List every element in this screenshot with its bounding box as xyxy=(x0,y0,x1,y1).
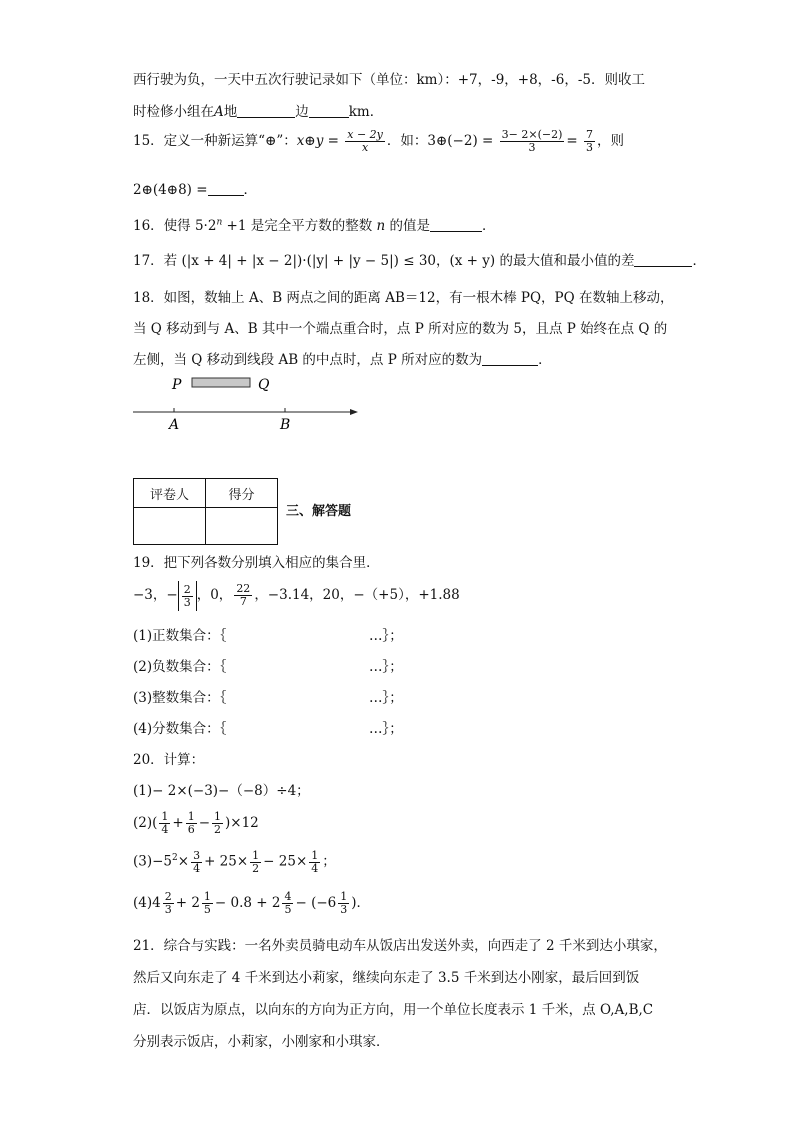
q19-text: ，−3.14，20，−（+5），+1.88 xyxy=(254,587,460,603)
numerator: 1 xyxy=(203,890,211,903)
q20-part2 xyxy=(133,808,259,838)
section-title: 三、解答题 xyxy=(286,504,352,519)
operator: + xyxy=(172,815,184,831)
number-line-figure xyxy=(130,372,370,434)
q16-sup: n xyxy=(216,217,223,228)
denominator: 2 xyxy=(252,861,260,875)
q14-line2 xyxy=(133,100,383,120)
q14-text: 地 xyxy=(223,104,238,120)
q14-text: 时检修小组在 xyxy=(133,104,214,120)
q18-line3 xyxy=(133,348,552,368)
q15-res-fraction xyxy=(584,129,595,154)
operator: − xyxy=(198,815,211,831)
exponent: 2 xyxy=(172,853,178,863)
score-cell[interactable] xyxy=(206,508,278,545)
q15-expr: 2⊕(4⊕8) = xyxy=(133,182,208,198)
q16-text: 的值是 xyxy=(385,218,431,234)
denominator: 3 xyxy=(340,903,348,916)
denominator: 3 xyxy=(528,141,536,154)
numerator: 1 xyxy=(311,848,319,862)
q15-eq: = xyxy=(566,133,578,149)
set-label: (2)负数集合：｛ xyxy=(133,659,227,675)
denominator: 3 xyxy=(183,595,191,609)
q15-ex-fraction xyxy=(500,129,565,154)
label-a: A xyxy=(169,417,180,433)
axis-arrow xyxy=(350,409,358,415)
fraction xyxy=(309,850,320,875)
set-label: (4)分数集合：｛ xyxy=(133,721,227,737)
fraction xyxy=(282,891,293,916)
q17-text: ． xyxy=(692,253,706,269)
fraction xyxy=(338,891,349,916)
q18-line2: 当 Q 移动到与 A、B 其中一个端点重合时，点 P 所对应的数为 5，且点 P 始终在点 Q 的 xyxy=(133,321,668,337)
q17-text: 17．若 (|x + 4| + |x − 2|)·(|y| + |y − 5|) ≤ 30，(x + y) 的最大值和最小值的差 xyxy=(133,253,635,269)
label-b: B xyxy=(280,417,291,433)
answer-blank[interactable] xyxy=(634,252,692,267)
operator: × xyxy=(177,853,190,870)
grader-cell[interactable] xyxy=(134,508,206,545)
q21-line1: 21．综合与实践：一名外卖员骑电动车从饭店出发送外卖，向西走了 2 千米到达小琪家， xyxy=(133,938,667,954)
set-close: …｝； xyxy=(369,628,403,644)
numerator: 22 xyxy=(236,582,251,595)
label-q: Q xyxy=(258,377,270,393)
q20-title: 20．计算： xyxy=(133,752,205,768)
score-table xyxy=(133,478,278,545)
numerator: 1 xyxy=(187,810,195,823)
answer-blank[interactable] xyxy=(309,103,349,118)
fraction xyxy=(202,891,213,916)
numerator: 1 xyxy=(340,890,348,903)
q21-line2: 然后又向东走了 4 千米到达小莉家，继续向东走了 3.5 千米到达小刚家，最后回到饭 xyxy=(133,970,640,986)
q14-var: A xyxy=(214,104,224,120)
q20-text: )×12 xyxy=(225,815,259,831)
denominator: 4 xyxy=(193,861,201,875)
q20-text: ； xyxy=(322,853,336,870)
q20-text: (2)( xyxy=(133,815,158,831)
numerator: 3− 2×(−2) xyxy=(501,128,563,141)
answer-blank[interactable] xyxy=(430,217,482,232)
numerator: 1 xyxy=(214,810,222,823)
q20-part3 xyxy=(133,843,336,877)
set-integer[interactable] xyxy=(133,686,403,706)
set-label: (1)正数集合：｛ xyxy=(133,628,227,644)
denominator: 5 xyxy=(284,903,292,916)
fraction xyxy=(163,891,174,916)
q19-text: ，0， xyxy=(196,587,233,603)
q16-text: ． xyxy=(482,218,496,234)
q15-text: ，则 xyxy=(596,133,624,149)
abs-value xyxy=(178,581,197,611)
q15-text: ． xyxy=(243,182,258,198)
q20-part4 xyxy=(133,888,370,918)
set-positive[interactable] xyxy=(133,624,403,644)
numerator: 1 xyxy=(252,848,260,862)
q21-line3: 店．以饭店为原点，以向东的方向为正方向，用一个单位长度表示 1 千米，点 O,A,B,C xyxy=(133,1002,654,1018)
numerator: 7 xyxy=(585,128,593,141)
set-negative[interactable] xyxy=(133,655,403,675)
q19-abs-fraction xyxy=(182,584,193,609)
set-close: …｝； xyxy=(369,659,403,675)
numerator: 3 xyxy=(193,848,201,862)
stick-pq xyxy=(192,378,250,387)
denominator: 4 xyxy=(311,861,319,875)
label-p: P xyxy=(172,377,182,393)
q20-text: − 0.8 + 2 xyxy=(214,895,281,911)
fraction xyxy=(212,811,223,836)
denominator: 5 xyxy=(203,903,211,916)
q14-text: km． xyxy=(348,104,384,120)
fraction xyxy=(191,850,202,875)
q16-var: n xyxy=(376,218,386,234)
numerator: 2 xyxy=(164,890,172,903)
q15-def-fraction xyxy=(345,129,385,154)
denominator: 2 xyxy=(214,823,222,836)
answer-blank[interactable] xyxy=(237,103,295,118)
q15-def-lhs: x⊕y = xyxy=(296,133,339,149)
numerator: 1 xyxy=(161,810,169,823)
answer-blank[interactable] xyxy=(482,351,538,366)
numerator: 2 xyxy=(183,582,191,596)
q19-text: −3，− xyxy=(133,587,178,603)
q20-text: + 25× xyxy=(204,853,249,870)
q16 xyxy=(133,214,496,234)
q21-line4: 分别表示饭店，小莉家，小刚家和小琪家． xyxy=(133,1034,390,1050)
fraction xyxy=(159,811,170,836)
q15-text: ．如： xyxy=(386,133,428,149)
q18-text: ． xyxy=(538,352,552,368)
set-close: …｝； xyxy=(369,690,403,706)
q16-text: +1 是完全平方数的整数 xyxy=(222,218,377,234)
fraction xyxy=(186,811,197,836)
q18-text: 左侧，当 Q 移动到线段 AB 的中点时，点 P 所对应的数为 xyxy=(133,352,483,368)
q20-text: − (−6 xyxy=(295,895,337,911)
answer-blank[interactable] xyxy=(208,181,244,196)
q20-text: − 25× xyxy=(263,853,308,870)
denominator: 6 xyxy=(187,823,195,836)
q14-line1: 西行驶为负，一天中五次行驶记录如下（单位：km）：+7，-9，+8，-6，-5．则收工 xyxy=(133,72,645,88)
q20-text: )． xyxy=(351,895,371,911)
q20-text: (4)4 xyxy=(133,895,161,911)
q19-fraction xyxy=(234,583,252,608)
numerator: 4 xyxy=(284,890,292,903)
q20-text: + 2 xyxy=(175,895,200,911)
q18-line1: 18．如图，数轴上 A、B 两点之间的距离 AB＝12，有一根木棒 PQ，PQ 在数轴上移动， xyxy=(133,290,674,306)
denominator: 7 xyxy=(239,595,247,608)
q19-numbers xyxy=(133,580,460,611)
score-header-score: 得分 xyxy=(206,479,278,508)
q15-text: 15．定义一种新运算“⊕”： xyxy=(133,133,297,149)
q20-text: (3)−5 xyxy=(133,853,173,870)
q15-line1 xyxy=(133,127,624,155)
set-label: (3)整数集合：｛ xyxy=(133,690,227,706)
denominator: 4 xyxy=(161,823,169,836)
q15-ex-lhs: 3⊕(−2) = xyxy=(427,133,494,149)
q20-part1: (1)− 2×(−3)−（−8）÷4； xyxy=(133,783,310,799)
q19-title: 19．把下列各数分别填入相应的集合里． xyxy=(133,555,380,571)
denominator: 3 xyxy=(585,141,593,154)
denominator: 3 xyxy=(164,903,172,916)
set-close: …｝； xyxy=(369,721,403,737)
q17 xyxy=(133,249,706,269)
q16-text: 16．使得 5·2 xyxy=(133,218,217,234)
q14-text: 边 xyxy=(295,104,309,120)
q15-line2 xyxy=(133,178,257,198)
set-fraction[interactable] xyxy=(133,717,403,737)
fraction xyxy=(250,850,261,875)
numerator: x − 2y xyxy=(347,128,383,141)
denominator: x xyxy=(361,141,369,154)
score-header-grader: 评卷人 xyxy=(134,479,206,508)
